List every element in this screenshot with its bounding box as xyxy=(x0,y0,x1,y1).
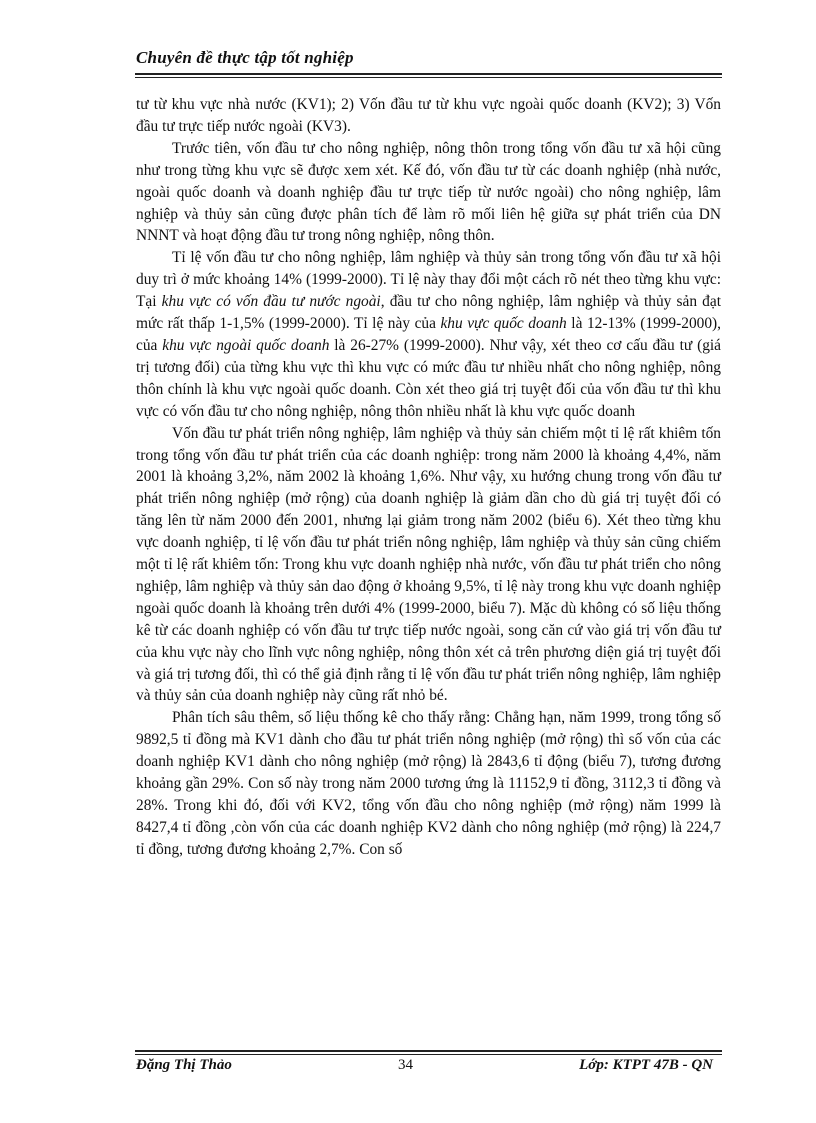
header-rule xyxy=(135,73,722,75)
footer-class-label: Lớp: KTPT 47B - QN xyxy=(579,1057,713,1073)
footer-rule xyxy=(135,1050,722,1052)
paragraph-3-text-g: là 26-27% (1999-2000). Như vậy, xét theo cơ cấu đầu tư (giá trị tương đối) của từng khu vực thì khu vực có mức đầu tư nhiều nhất cho nông nghiệp, nông thôn chính là khu vực ngoài quốc doanh. Còn xét theo giá trị tuyệt đối của vốn đầu tư thì khu vực có vốn đầu tư cho nông nghiệp, nông thôn nhiều nhất là khu vực quốc doanh xyxy=(136,336,721,420)
italic-term-non-state-sector: khu vực ngoài quốc doanh xyxy=(162,336,330,354)
paragraph-3-text-e: là 12-13% (1999-2000), của xyxy=(136,315,721,354)
page-footer xyxy=(136,1057,721,1079)
paragraph-1: tư từ khu vực nhà nước (KV1); 2) Vốn đầu tư từ khu vực ngoài quốc doanh (KV2); 3) Vốn đầu tư trực tiếp nước ngoài (KV3). xyxy=(136,96,721,135)
italic-term-fdi-sector: khu vực có vốn đầu tư nước ngoài xyxy=(161,293,381,311)
header-title: Chuyên đề thực tập tốt nghiệp xyxy=(136,48,354,67)
paragraph-4: Vốn đầu tư phát triển nông nghiệp, lâm nghiệp và thủy sản chiếm một tỉ lệ rất khiêm tốn trong tổng vốn đầu tư phát triển của các doanh nghiệp: trong năm 2000 là khoảng 4,4%, năm 2001 là khoảng 3,2%, năm 2002 là khoảng 1,6%. Như vậy, xu hướng chung trong vốn đầu tư phát triển nông nghiệp (mở rộng) của doanh nghiệp là giảm dần cho dù giá trị tuyệt đối có tăng lên từ năm 2000 đến 2001, nhưng lại giảm trong năm 2002 (biểu 6). Xét theo từng khu vực doanh nghiệp, tỉ lệ vốn đầu tư phát triển nông nghiệp, lâm nghiệp và thủy sản cũng chiếm một tỉ lệ rất khiêm tốn: Trong khu vực doanh nghiệp nhà nước, vốn đầu tư phát triển cho nông nghiệp, lâm nghiệp và thủy sản dao động ở khoảng 9,5%, tỉ lệ này trong khu vực doanh nghiệp ngoài quốc doanh là khoảng trên dưới 4% (1999-2000, biểu 7). Mặc dù không có số liệu thống kê từ các doanh nghiệp có vốn đầu tư trực tiếp nước ngoài, song căn cứ vào giá trị vốn đầu tư của khu vực này cho lĩnh vực nông nghiệp, nông thôn xét cả trên phương diện giá trị tuyệt đối và giá trị tương đối, thì có thể giả định rằng tỉ lệ vốn đầu tư phát triển nông nghiệp, lâm nghiệp và thủy sản của doanh nghiệp này cũng rất nhỏ bé. xyxy=(136,424,721,705)
paragraph-2: Trước tiên, vốn đầu tư cho nông nghiệp, nông thôn trong tổng vốn đầu tư xã hội cũng như trong từng khu vực sẽ được xem xét. Kế đó, vốn đầu tư từ các doanh nghiệp (nhà nước, ngoài quốc doanh và doanh nghiệp đầu tư trực tiếp từ nước ngoài) cho nông nghiệp, lâm nghiệp và thủy sản cũng được phân tích để làm rõ mối liên hệ giữa sự phát triển của DN NNNT và hoạt động đầu tư trong nông nghiệp, nông thôn. xyxy=(136,139,721,245)
paragraph-3-text-c: , đầu tư cho nông nghiệp, lâm nghiệp và thủy sản đạt mức rất thấp 1-1,5% (1999-2000). Tỉ lệ này của xyxy=(136,293,721,333)
header-rule-thin xyxy=(135,77,722,78)
document-body xyxy=(136,94,721,861)
page-number: 34 xyxy=(398,1057,413,1073)
italic-term-state-sector: khu vực quốc doanh xyxy=(440,315,567,333)
footer-author: Đặng Thị Thảo xyxy=(136,1057,232,1073)
footer-rule-thin xyxy=(135,1054,722,1055)
paragraph-5: Phân tích sâu thêm, số liệu thống kê cho thấy rằng: Chẳng hạn, năm 1999, trong tổng số 9892,5 tỉ đồng mà KV1 dành cho đầu tư phát triển nông nghiệp (mở rộng) thì số vốn của các doanh nghiệp KV1 dành cho nông nghiệp (mở rộng) là 2843,6 tỉ động (biểu 7), tương đương khoảng gần 29%. Con số này trong năm 2000 tương ứng là 11152,9 tỉ đồng, 3112,3 tỉ đồng và 28%. Trong khi đó, đối với KV2, tổng vốn đầu cho nông nghiệp (mở rộng) năm 1999 là 8427,4 tỉ đồng ,còn vốn của các doanh nghiệp KV2 dành cho nông nghiệp (mở rộng) là 224,7 tỉ đồng, tương đương khoảng 2,7%. Con số xyxy=(136,709,721,858)
paragraph-3-text-a: Tỉ lệ vốn đầu tư cho nông nghiệp, lâm nghiệp và thủy sản trong tổng vốn đầu tư xã hội duy trì ở mức khoảng 14% (1999-2000). Tỉ lệ này thay đổi một cách rõ nét theo từng khu vực: Tại xyxy=(136,249,721,311)
paragraph-3 xyxy=(136,247,721,422)
